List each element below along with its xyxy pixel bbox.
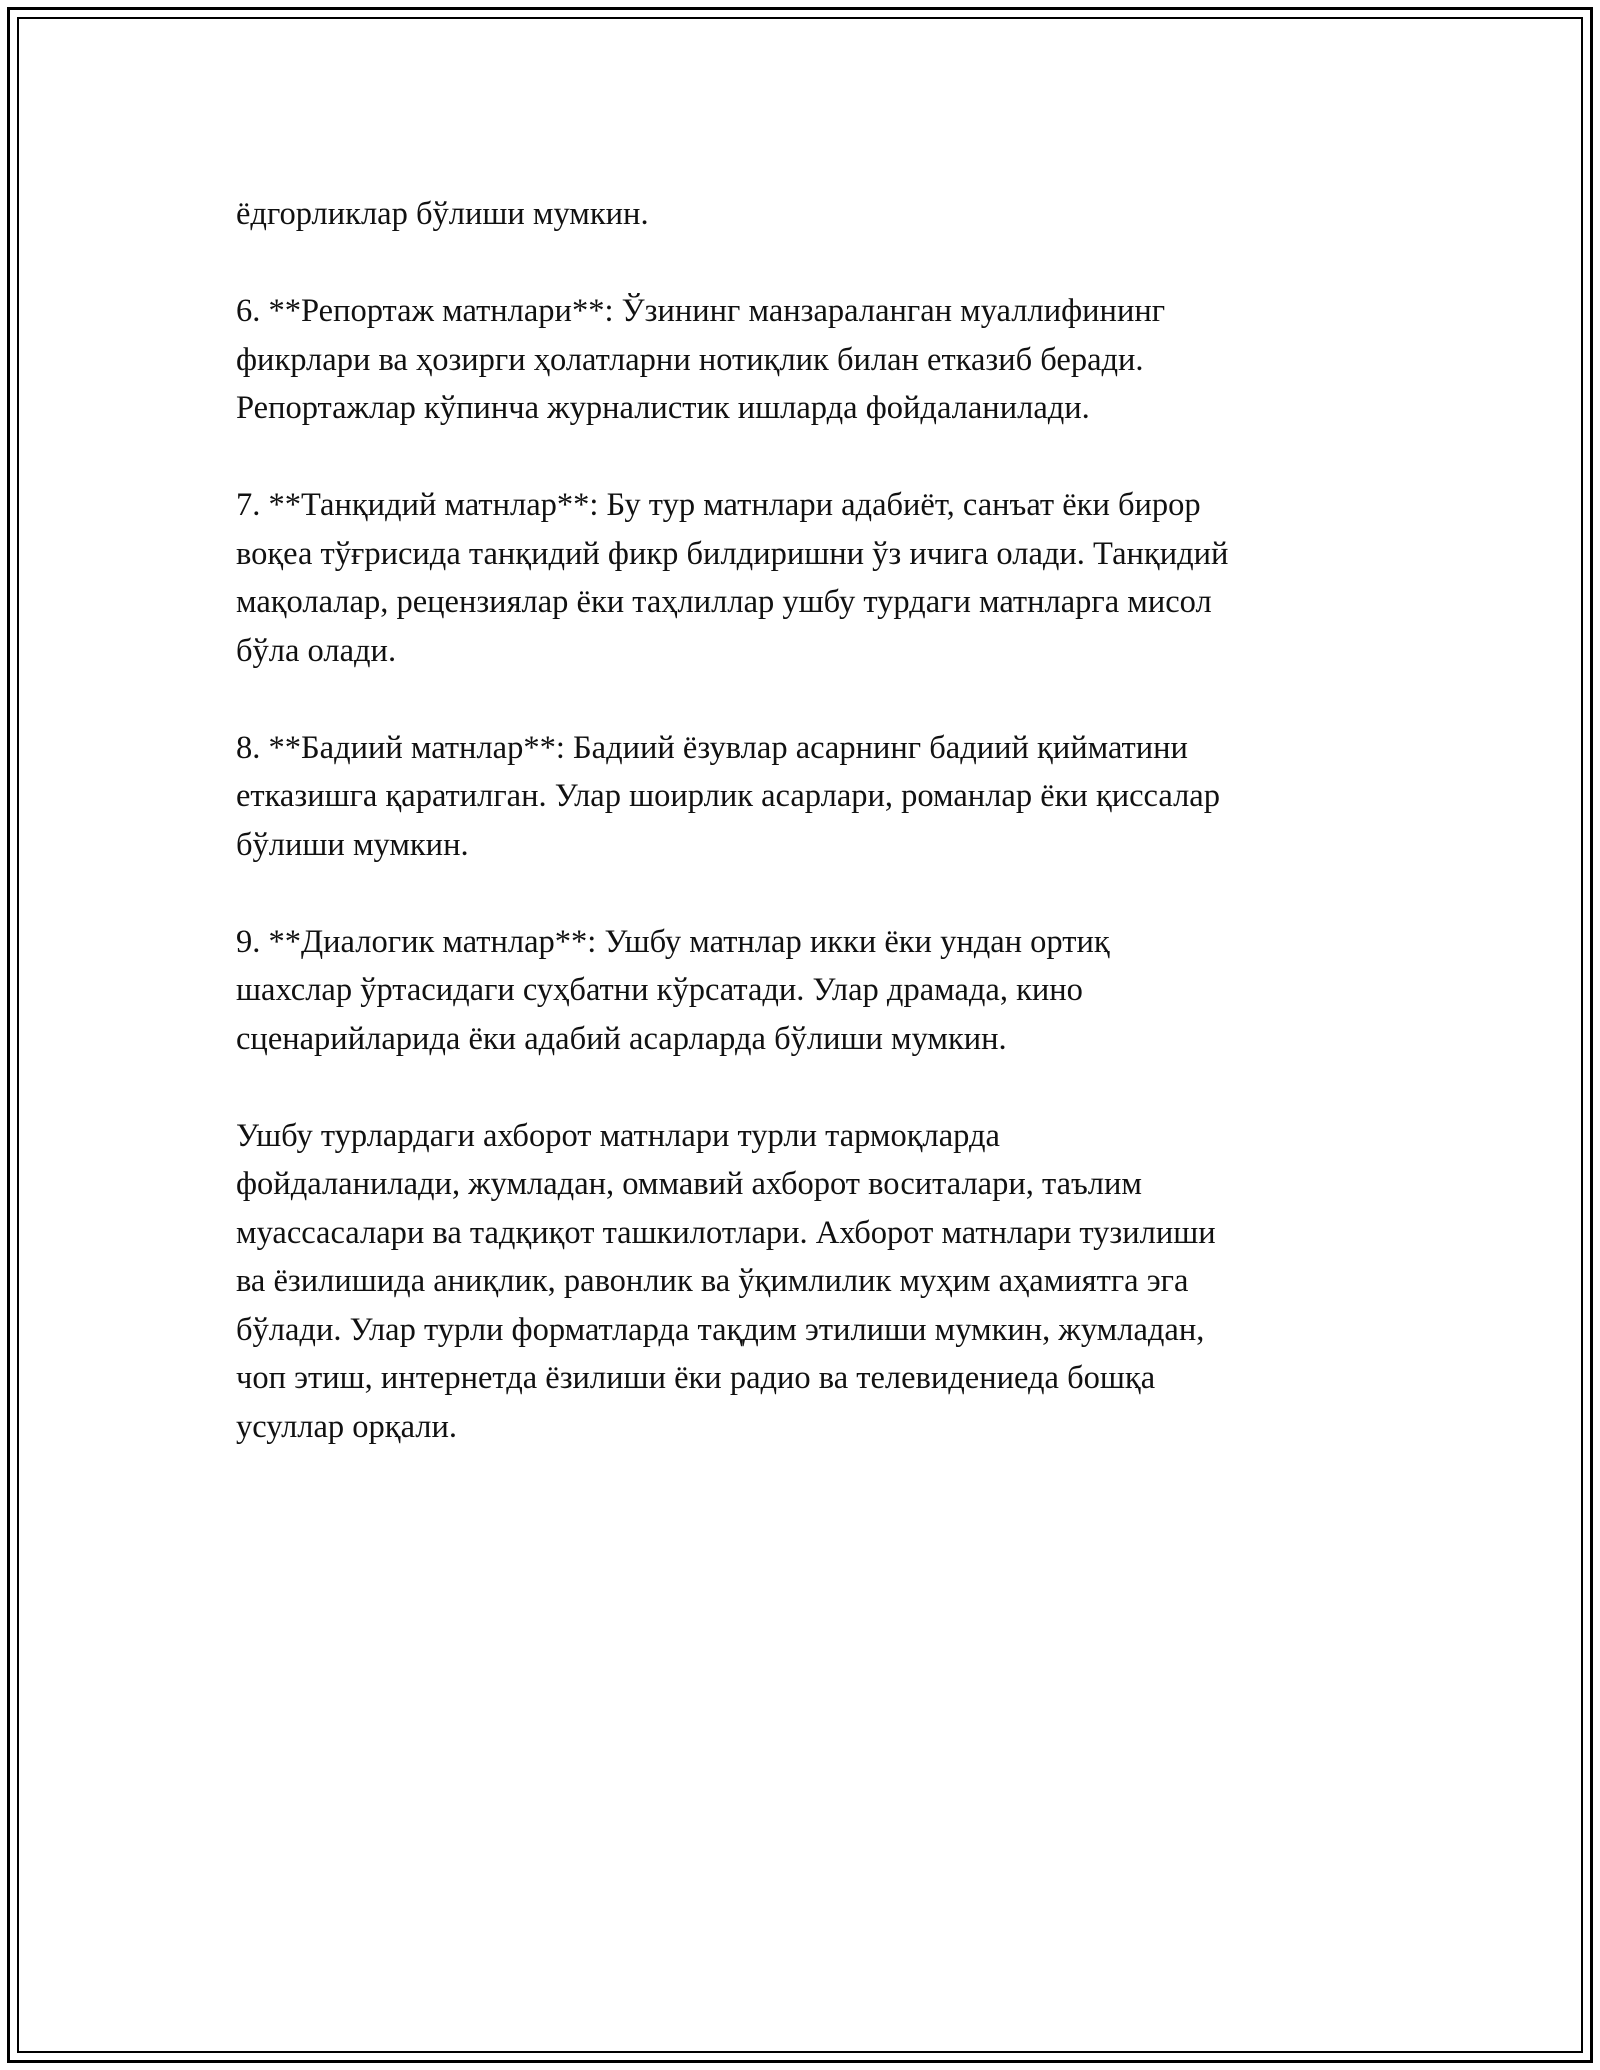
text-line: усуллар орқали. xyxy=(236,1408,458,1445)
text-line: Репортажлар кўпинча журналистик ишларда фойдаланилади. xyxy=(236,390,1090,426)
paragraph-gap xyxy=(236,239,1386,288)
text-line: бўла олади. xyxy=(236,632,397,669)
paragraph-item-8 xyxy=(236,724,1386,870)
text-line: Ушбу турлардаги ахборот матнлари турли тармоқларда xyxy=(236,1117,1000,1154)
paragraph-item-6 xyxy=(236,287,1386,433)
text-line: шахслар ўртасидаги суҳбатни кўрсатади. Улар драмада, кино xyxy=(236,972,1083,1008)
paragraph-gap xyxy=(236,675,1386,724)
text-line: ва ёзилишида аниқлик, равонлик ва ўқимлилик муҳим аҳамиятга эга xyxy=(236,1263,1189,1299)
text-line: ёдгорликлар бўлиши мумкин. xyxy=(236,196,649,232)
text-line: чоп этиш, интернетда ёзилиши ёки радио ва телевидениеда бошқа xyxy=(236,1360,1156,1396)
paragraph-item-9 xyxy=(236,918,1386,1064)
text-line: сценарийларида ёки адабий асарларда бўлиши мумкин. xyxy=(236,1020,1007,1057)
text-line: бўлиши мумкин. xyxy=(236,826,469,863)
text-line: 6. **Репортаж матнлари**: Ўзининг манзараланган муаллифининг xyxy=(236,293,1166,329)
paragraph-gap xyxy=(236,1063,1386,1112)
paragraph-item-7 xyxy=(236,481,1386,675)
text-line: фойдаланилади, жумладан, оммавий ахборот воситалари, таълим xyxy=(236,1166,1142,1202)
text-line: 9. **Диалогик матнлар**: Ушбу матнлар икки ёки ундан ортиқ xyxy=(236,923,1110,960)
text-line: фикрлари ва ҳозирги ҳолатларни нотиқлик билан етказиб беради. xyxy=(236,341,1144,378)
text-line: етказишга қаратилган. Улар шоирлик асарлари, романлар ёки қиссалар xyxy=(236,778,1220,814)
text-line: бўлади. Улар турли форматларда тақдим этилиши мумкин, жумладан, xyxy=(236,1311,1205,1348)
text-line: муассасалари ва тадқиқот ташкилотлари. Ахборот матнлари тузилиши xyxy=(236,1214,1216,1251)
paragraph-gap xyxy=(236,869,1386,918)
text-line: воқеа тўғрисида танқидий фикр билдиришни ўз ичига олади. Танқидий xyxy=(236,535,1229,572)
paragraph-conclusion xyxy=(236,1112,1386,1452)
text-line: 8. **Бадиий матнлар**: Бадиий ёзувлар асарнинг бадиий қийматини xyxy=(236,729,1188,766)
paragraph-continuation xyxy=(236,190,1386,239)
document-body xyxy=(236,190,1386,1451)
paragraph-gap xyxy=(236,433,1386,482)
text-line: 7. **Танқидий матнлар**: Бу тур матнлари адабиёт, санъат ёки бирор xyxy=(236,487,1201,523)
text-line: мақолалар, рецензиялар ёки таҳлиллар ушбу турдаги матнларга мисол xyxy=(236,584,1212,620)
